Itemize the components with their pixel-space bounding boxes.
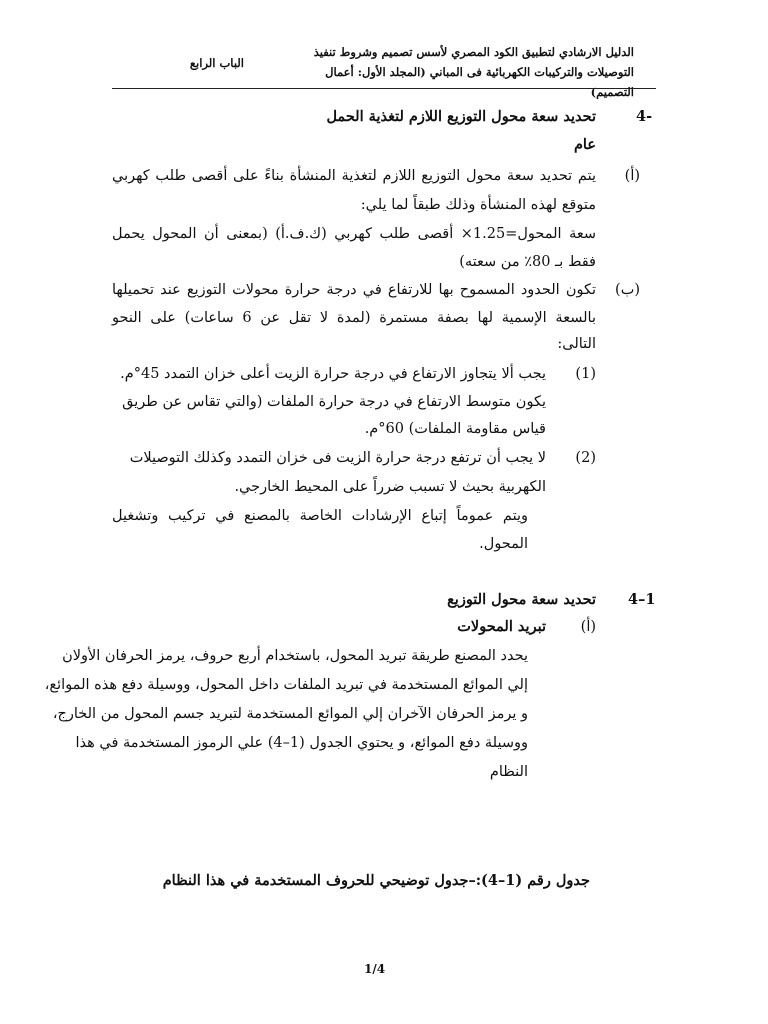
subsection-title: تحديد سعة محول التوزيع bbox=[447, 591, 596, 608]
header-line-1: الدليل الارشادي لتطبيق الكود المصري لأسس تصميم وشروط تنفيذ bbox=[313, 45, 634, 59]
section-number: 4- bbox=[636, 108, 653, 125]
header-divider bbox=[112, 88, 656, 89]
subsection-number: 4–1 bbox=[628, 591, 656, 608]
list-item-line: قياس مقاومة الملفات) 60°م. bbox=[364, 421, 546, 437]
formula-line: فقط بـ 80٪ من سعته) bbox=[459, 254, 596, 270]
running-header-chapter: الباب الرابع bbox=[189, 56, 244, 70]
paragraph-line: التالى: bbox=[557, 336, 596, 352]
paragraph-line: بالسعة الإسمية لها بصفة مستمرة (لمدة لا تقل عن 6 ساعات) على النحو bbox=[112, 310, 597, 326]
list-item-line: يجب ألا يتجاوز الارتفاع في درجة حرارة الزيت أعلى خزان التمدد 45°م. bbox=[120, 366, 546, 382]
paragraph-line: ووسيلة دفع الموائع، و يحتوي الجدول (1–4) علي الرموز المستخدمة في هذا bbox=[75, 735, 528, 751]
running-header-title bbox=[304, 42, 634, 102]
item-label-b: (ب) bbox=[615, 282, 640, 298]
paragraph-line: إلي الموائع المستخدمة في تبريد الملفات داخل المحول، ووسيلة دفع هذه الموائع، bbox=[44, 677, 528, 693]
item-label-a: (أ) bbox=[624, 168, 640, 184]
paragraph-line: تكون الحدود المسموح بها للارتفاع في درجة حرارة محولات التوزيع عند تحميلها bbox=[112, 282, 596, 298]
table-caption: جدول رقم (1–4):–جدول توضيحي للحروف المستخدمة في هذا النظام bbox=[162, 872, 590, 889]
item-label-a: (أ) bbox=[580, 619, 596, 635]
list-number-1: (1) bbox=[575, 366, 596, 382]
list-number-2: (2) bbox=[575, 450, 596, 466]
note-line: المحول. bbox=[479, 536, 528, 552]
page-number: 1/4 bbox=[364, 962, 386, 976]
list-item-line: الكهربية بحيث لا تسبب ضرراً على المحيط الخارجي. bbox=[234, 479, 546, 495]
paragraph-line: متوقع لهذه المنشأة وذلك طبقاً لما يلي: bbox=[360, 197, 596, 213]
paragraph-line: يحدد المصنع طريقة تبريد المحول، باستخدام أربع حروف، يرمز الحرفان الأولان bbox=[62, 648, 528, 664]
list-item-line: لا يجب أن ترتفع درجة حرارة الزيت فى خزان التمدد وكذلك التوصيلات bbox=[129, 450, 546, 466]
header-line-2: التوصيلات والتركيبات الكهربائية فى المباني (المجلد الأول: أعمال التصميم) bbox=[325, 65, 634, 99]
note-line: ويتم عموماً إتباع الإرشادات الخاصة بالمصنع في تركيب وتشغيل bbox=[112, 508, 528, 524]
subheading-general: عام bbox=[573, 136, 596, 153]
paragraph-line: و يرمز الحرفان الآخران إلي الموائع المستخدمة لتبريد جسم المحول من الخارج، bbox=[52, 706, 528, 722]
paragraph-line: النظام bbox=[489, 764, 528, 780]
item-heading: تبريد المحولات bbox=[457, 618, 546, 635]
list-item-line: يكون متوسط الارتفاع في درجة حرارة الملفات (والتي تقاس عن طريق bbox=[122, 394, 546, 410]
paragraph-line: يتم تحديد سعة محول التوزيع اللازم لتغذية المنشأة بناءً على أقصى طلب كهربي bbox=[112, 168, 596, 184]
formula-line: سعة المحول=1.25× أقصى طلب كهربي (ك.ف.أ) (بمعنى أن المحول يحمل bbox=[112, 226, 596, 242]
section-title: تحديد سعة محول التوزيع اللازم لتغذية الحمل bbox=[326, 108, 596, 125]
